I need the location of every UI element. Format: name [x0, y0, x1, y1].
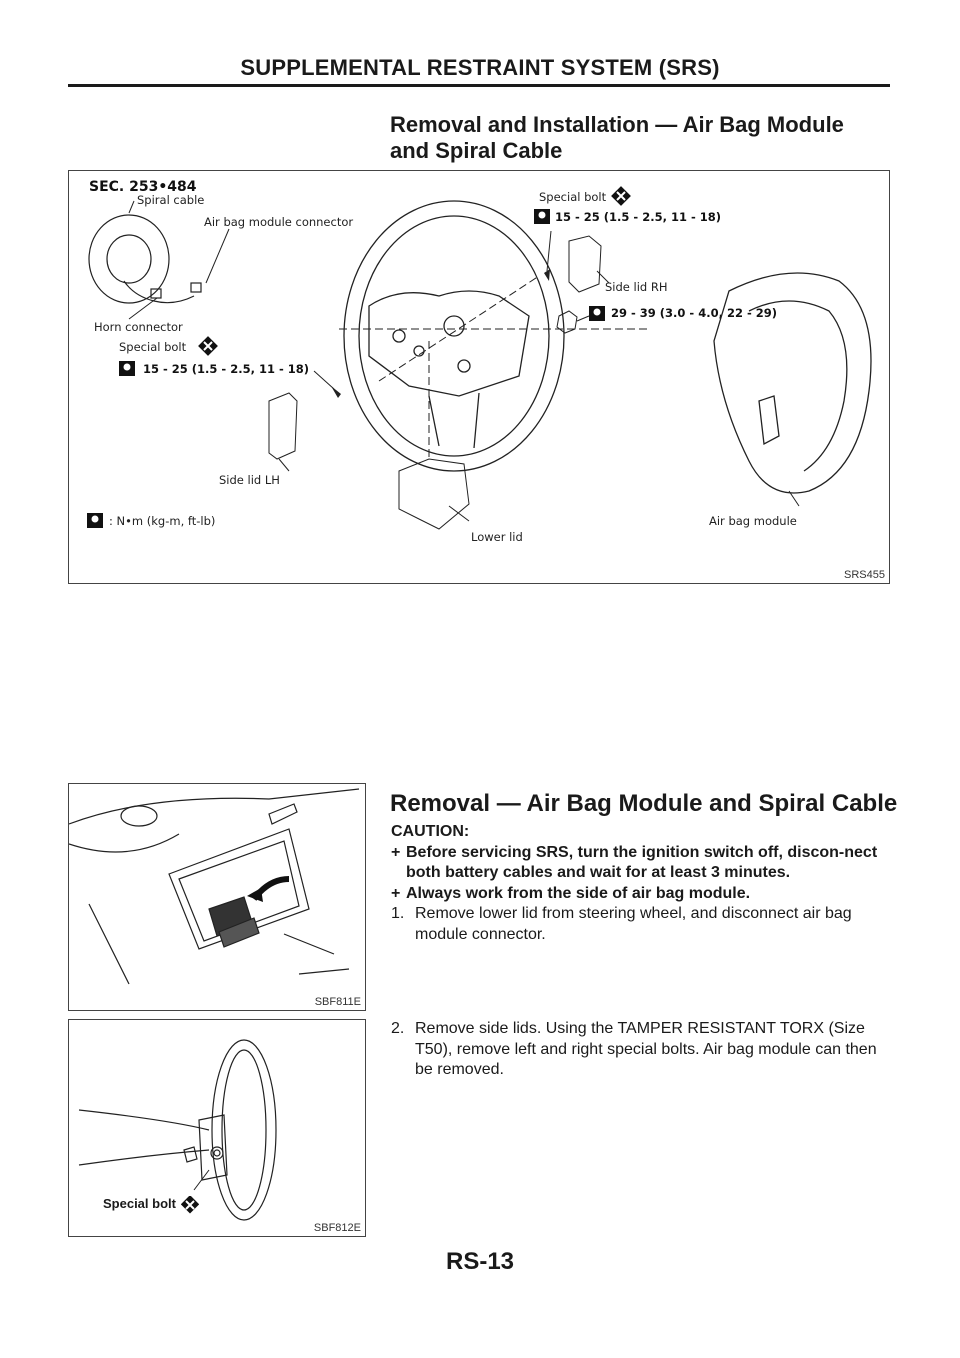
- bullet-marker: +: [391, 843, 401, 861]
- label-torque-right-top: 15 - 25 (1.5 - 2.5, 11 - 18): [555, 210, 721, 224]
- step-number: 1.: [391, 905, 405, 922]
- lower-lid-drawing: [399, 459, 469, 529]
- bullet-marker: +: [391, 884, 401, 902]
- label-airbag-connector: Air bag module connector: [204, 215, 354, 229]
- arrow-head-icon: [247, 888, 263, 902]
- header-rule: [68, 84, 890, 87]
- step-number: 2.: [391, 1020, 405, 1037]
- spiral-cable-drawing: [89, 215, 201, 303]
- figure-code: SRS455: [844, 569, 885, 581]
- step-1: [391, 904, 891, 945]
- step-2: [391, 1019, 891, 1081]
- figure-lower-lid: [68, 783, 366, 1011]
- section-title: [390, 112, 870, 164]
- special-bolt-left: [331, 386, 341, 398]
- figure-exploded-view: [68, 170, 890, 584]
- label-side-lid-rh: Side lid RH: [605, 280, 668, 294]
- torx-bolt-icon: [611, 186, 631, 206]
- caution-bullet-text: Always work from the side of air bag module.: [406, 884, 751, 902]
- caution-block: [391, 822, 891, 945]
- label-special-bolt: Special bolt: [103, 1196, 176, 1211]
- exploded-view-drawing: [69, 171, 889, 583]
- steering-wheel-drawing: [344, 201, 564, 471]
- sec-number: SEC. 253•484: [89, 179, 197, 195]
- side-lid-rh-drawing: [569, 236, 601, 292]
- figure-code: SBF812E: [313, 1222, 361, 1234]
- caution-bullet: [391, 843, 891, 884]
- torque-wrench-icon: [119, 361, 135, 376]
- label-air-bag-module: Air bag module: [709, 514, 797, 528]
- label-horn-connector: Horn connector: [94, 320, 183, 334]
- lower-lid-removal-drawing: [69, 784, 365, 1010]
- caution-heading: CAUTION:: [391, 823, 470, 840]
- torque-wrench-icon: [87, 513, 103, 528]
- label-torque-legend: : N•m (kg-m, ft-lb): [109, 514, 216, 528]
- label-spiral-cable: Spiral cable: [137, 193, 205, 207]
- torx-bolt-icon: [181, 1196, 199, 1214]
- step-text: Remove side lids. Using the TAMPER RESISTANT TORX (Size T50), remove left and right special bolts. Air bag module can then be removed.: [415, 1020, 877, 1078]
- nut-drawing: [557, 311, 577, 333]
- label-special-bolt-left: Special bolt: [119, 340, 187, 354]
- figure-special-bolt: [68, 1019, 366, 1237]
- label-side-lid-lh: Side lid LH: [219, 473, 280, 487]
- step-text: Remove lower lid from steering wheel, and disconnect air bag module connector.: [415, 905, 852, 943]
- label-torque-right-nut: 29 - 39 (3.0 - 4.0, 22 - 29): [611, 306, 777, 320]
- section-title-line2: and Spiral Cable: [390, 138, 563, 163]
- label-torque-left: 15 - 25 (1.5 - 2.5, 11 - 18): [143, 362, 309, 376]
- torque-wrench-icon: [589, 306, 605, 321]
- page-number: RS-13: [445, 1248, 515, 1275]
- torque-wrench-icon: [534, 209, 550, 224]
- torx-bolt-icon: [198, 336, 218, 356]
- page-header-title: SUPPLEMENTAL RESTRAINT SYSTEM (SRS): [240, 55, 720, 80]
- side-lid-lh-drawing: [269, 393, 297, 459]
- caution-bullet: [391, 884, 891, 905]
- caution-bullet-text: Before servicing SRS, turn the ignition switch off, discon-nect both battery cables and wait for at least 3 minutes.: [406, 843, 878, 881]
- label-lower-lid: Lower lid: [471, 530, 523, 544]
- figure-code: SBF811E: [314, 996, 361, 1008]
- removal-title: Removal — Air Bag Module and Spiral Cable: [390, 790, 898, 817]
- label-special-bolt-right: Special bolt: [539, 190, 607, 204]
- section-title-line1: Removal and Installation — Air Bag Module: [390, 112, 844, 137]
